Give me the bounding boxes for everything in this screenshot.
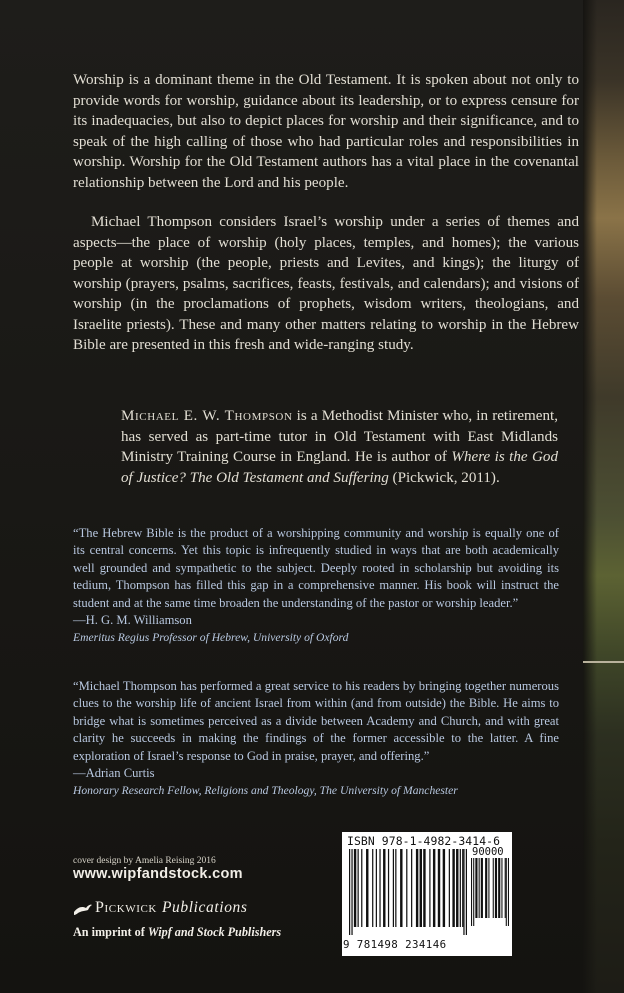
previous-book-title: Where is the God of Justice? The Old Testament and Suffering <box>121 449 558 486</box>
endorsement-quote: “Michael Thompson has performed a great service to his readers by bringing together numerous clues to the worship life of ancient Israel from within (and from outside) the Bible. He aims to bridge what is sometimes perceived as a divide between Academy and Church, and with great clarity he succeeds in making the findings of the former accessible to the latter. A fine exploration of Israel’s response to God in praise, prayer, and offering.” <box>73 679 559 763</box>
barcode-bar <box>354 849 356 927</box>
barcode-bar <box>475 858 477 918</box>
barcode-bar <box>393 849 394 927</box>
author-bio-end: (Pickwick, 2011). <box>388 469 500 486</box>
endorsement-1 <box>73 525 559 647</box>
endorsement-attribution: —Adrian Curtis <box>73 766 155 781</box>
description-paragraph-1: Worship is a dominant theme in the Old Testament. It is spoken about not only to provide words for worship, guidance about its leadership, or to express censure for its inadequacies, but also to depict places for worship and their significance, and to speak of the high calling of those who had particular roles and responsibilities in worship. Worship for the Old Testament authors has a vital place in the covenantal relationship between the Lord and his people. <box>73 72 579 191</box>
barcode-bar <box>466 849 467 935</box>
endorsement-attribution: —H. G. M. Williamson <box>73 613 192 628</box>
barcode-bar <box>395 849 396 927</box>
price-barcode <box>471 858 509 926</box>
barcode-bar <box>501 858 502 918</box>
imprint-name: Wipf and Stock Publishers <box>147 925 282 939</box>
barcode-bar <box>471 858 472 926</box>
barcode-bar <box>400 849 402 927</box>
barcode-bar <box>416 849 418 927</box>
endorsement-affiliation: Honorary Research Fellow, Religions and Theology, The University of Manchester <box>73 784 458 798</box>
ean-barcode <box>349 849 467 935</box>
cover-art-highlight <box>583 661 624 663</box>
isbn-label: ISBN 978-1-4982-3414-6 <box>347 834 501 848</box>
barcode-bar <box>485 858 487 918</box>
barcode-bar <box>508 858 509 926</box>
barcode-bar <box>383 849 385 927</box>
author-name: Michael E. W. Thompson <box>121 408 293 424</box>
endorsement-quote: “The Hebrew Bible is the product of a worshipping community and worship is equally one of its central concerns. Yet this topic is infrequently studied in ways that are both academically well grounded and sympathetic to the subject. Deeply rooted in scholarship but avoiding its tedium, Thompson has filled this gap in a comprehensive manner. His book will instruct the student and at the same time broaden the understanding of the pastor or worship leader.” <box>73 526 559 610</box>
barcode-bar <box>420 849 422 927</box>
barcode-bar <box>498 858 500 918</box>
barcode-bar <box>463 849 464 935</box>
barcode-bar <box>406 849 407 927</box>
barcode-bar <box>388 849 389 927</box>
barcode-bar <box>443 849 445 927</box>
barcode-bar <box>366 849 368 927</box>
barcode-bar <box>379 849 380 927</box>
barcode-bar <box>411 849 412 927</box>
barcode-bar <box>358 849 359 927</box>
cover-design-credit: cover design by Amelia Reising 2016 <box>73 856 216 866</box>
barcode-bar <box>361 849 362 927</box>
endorsement-2 <box>73 678 559 800</box>
barcode-bar <box>452 849 454 927</box>
publisher-suffix: Publications <box>161 899 248 916</box>
imprint-line <box>73 925 281 940</box>
barcode-bar <box>488 858 489 918</box>
publisher-logo <box>73 899 248 917</box>
endorsement-affiliation: Emeritus Regius Professor of Hebrew, University of Oxford <box>73 631 349 645</box>
barcode-bar <box>456 849 458 927</box>
barcode-bar <box>481 858 483 918</box>
barcode-bar <box>473 858 474 926</box>
barcode-bar <box>429 849 430 927</box>
barcode-bar <box>506 858 507 926</box>
publisher-website: www.wipfandstock.com <box>73 866 243 882</box>
barcode-bar <box>351 849 352 935</box>
ean-digits: 9 781498 234146 <box>343 938 447 951</box>
barcode-bar <box>423 849 425 927</box>
price-code: 90000 <box>472 846 504 858</box>
description-paragraph-2: Michael Thompson considers Israel’s worship under a series of themes and aspects—the place of worship (holy places, temples, and homes); the various people at worship (the people, priests and Levites, and kings); the liturgy of worship (prayers, psalms, sacrifices, feasts, festivals, and calendars); and visions of worship (in the proclamations of prophets, wisdom writers, theologians, and Israelite priests). These and many other matters relating to worship in the Hebrew Bible are presented in this fresh and wide-ranging study. <box>73 214 579 353</box>
pickwick-bird-icon <box>73 903 93 917</box>
barcode-bar <box>479 858 480 918</box>
cover-art-shadow <box>583 0 597 993</box>
imprint-prefix: An imprint of <box>73 925 148 939</box>
barcode-bar <box>462 849 463 927</box>
barcode-bar <box>460 849 461 927</box>
barcode-bar <box>372 849 373 927</box>
barcode-bar <box>449 849 450 927</box>
barcode-bar <box>433 849 435 927</box>
barcode-bar <box>493 858 494 918</box>
barcode-bar <box>495 858 497 918</box>
barcode-bar <box>438 849 440 927</box>
barcode-bar <box>376 849 377 927</box>
barcode-bar <box>349 849 350 935</box>
author-bio-text: is a Methodist Minister who, in retirement, has served as part-time tutor in Old Testament with East Midlands Ministry Training Course in England. He is author of <box>121 408 558 465</box>
author-bio <box>121 406 558 488</box>
barcode-bar <box>505 858 506 918</box>
publisher-name: Pickwick <box>95 899 157 916</box>
